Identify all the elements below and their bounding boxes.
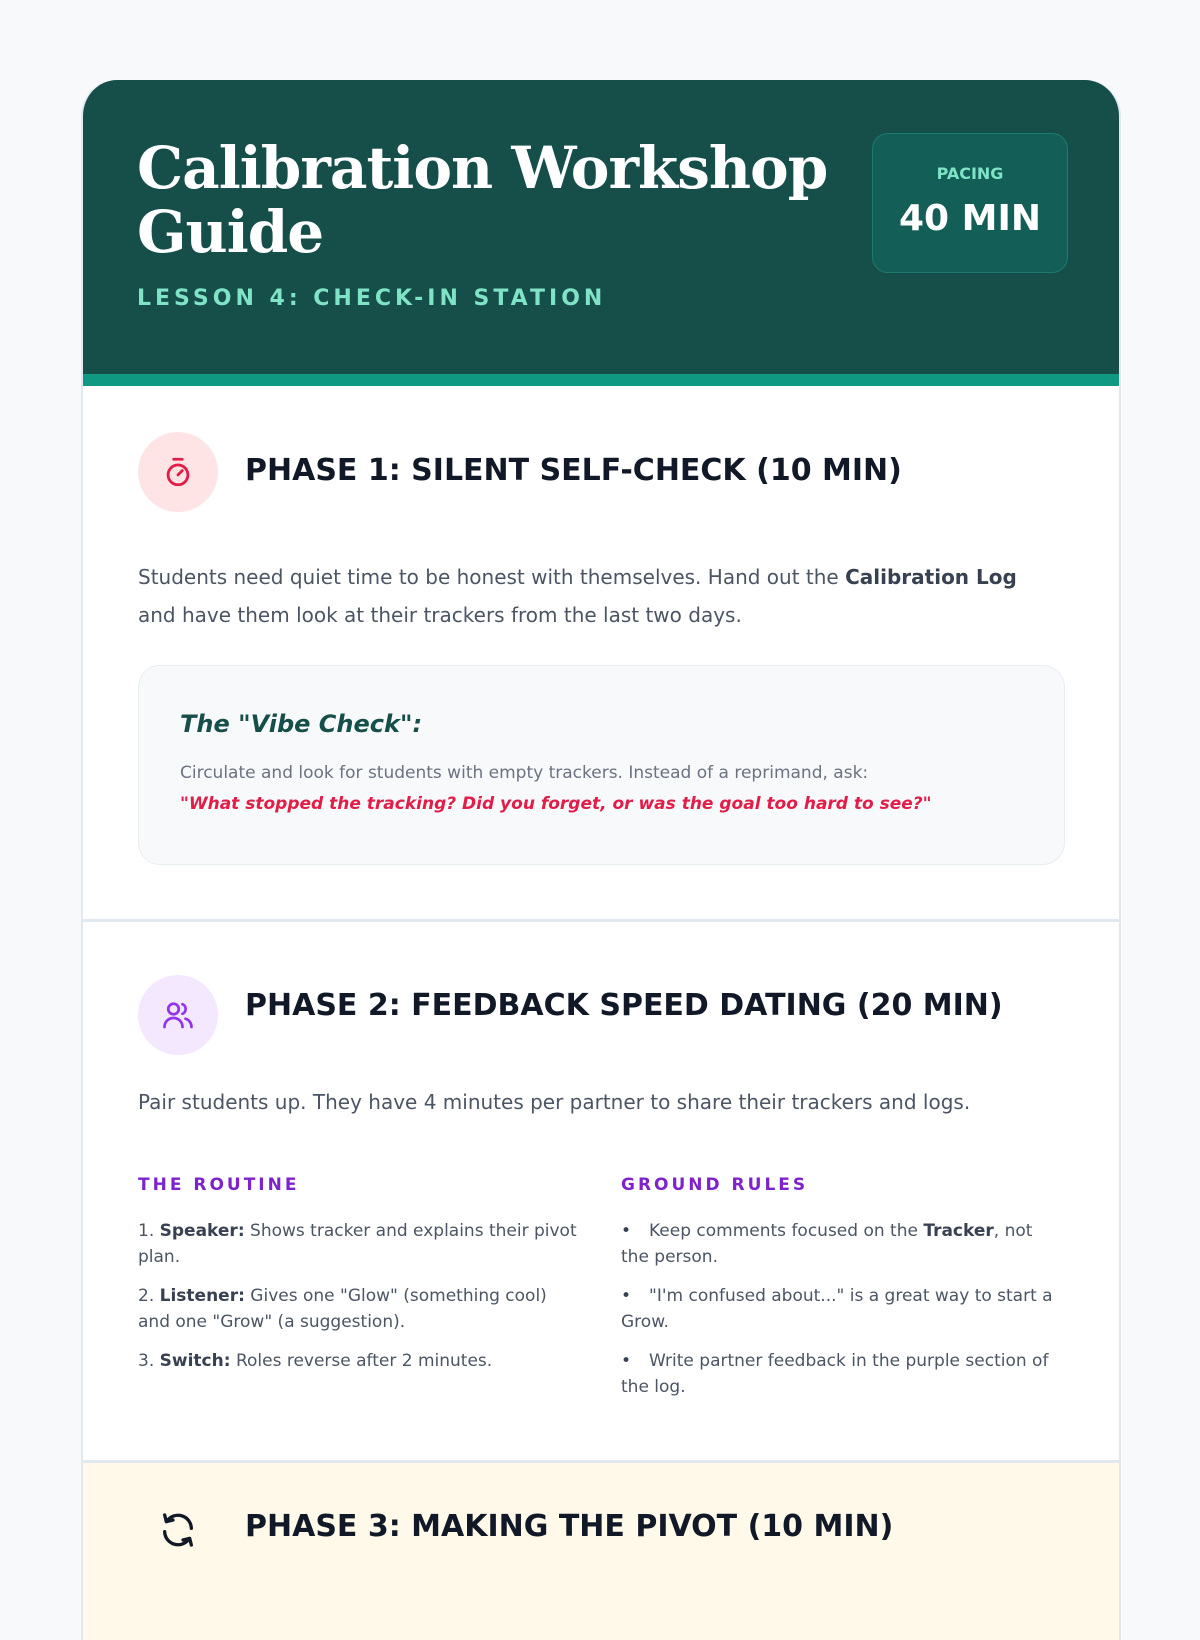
item-text: Roles reverse after 2 minutes.	[235, 1351, 493, 1371]
pacing-label: PACING	[936, 164, 1004, 183]
phase1-body-text-end: and have them look at their trackers from the last two days.	[138, 603, 742, 627]
vibe-check-callout	[138, 665, 1065, 865]
item-number: 2.	[138, 1286, 155, 1306]
bullet-icon: •	[621, 1286, 632, 1306]
item-text: Shows tracker and explains their pivot plan.	[138, 1221, 577, 1267]
phase2-title: PHASE 2: FEEDBACK SPEED DATING (20 MIN)	[245, 988, 1003, 1023]
item-text: Write partner feedback in the purple section of the log.	[621, 1351, 1049, 1397]
list-item	[138, 1283, 578, 1335]
ground-rules-list	[621, 1218, 1061, 1413]
ground-rules-heading: GROUND RULES	[621, 1175, 809, 1195]
pacing-value: 40 MIN	[899, 198, 1041, 239]
phase1-title: PHASE 1: SILENT SELF-CHECK (10 MIN)	[245, 453, 902, 488]
lesson-subtitle: LESSON 4: CHECK-IN STATION	[137, 286, 607, 311]
pacing-badge	[872, 133, 1068, 273]
phase3-section	[83, 1463, 1121, 1640]
item-label: Speaker:	[159, 1221, 245, 1241]
callout-title: The "Vibe Check":	[180, 710, 423, 738]
list-item	[138, 1348, 578, 1374]
section-divider	[83, 919, 1121, 922]
item-number: 1.	[138, 1221, 155, 1241]
stopwatch-icon	[138, 432, 218, 512]
phase3-title: PHASE 3: MAKING THE PIVOT (10 MIN)	[245, 1509, 894, 1544]
phase1-body-text: Students need quiet time to be honest with themselves. Hand out the	[138, 565, 846, 589]
item-number: 3.	[138, 1351, 155, 1371]
item-text: "I'm confused about..." is a great way to start a Grow.	[621, 1286, 1053, 1332]
callout-quote: "What stopped the tracking? Did you forget, or was the goal too hard to see?"	[180, 794, 932, 814]
bullet-icon: •	[621, 1351, 632, 1371]
routine-heading: THE ROUTINE	[138, 1175, 300, 1195]
header-accent-bar	[83, 374, 1121, 386]
item-label: Listener:	[159, 1286, 245, 1306]
item-text: Gives one "Glow" (something cool) and one "Grow" (a suggestion).	[138, 1286, 547, 1332]
list-item	[621, 1218, 1061, 1270]
item-label: Switch:	[159, 1351, 231, 1371]
list-item	[138, 1218, 578, 1270]
users-icon	[138, 975, 218, 1055]
item-text: Keep comments focused on the	[649, 1221, 924, 1241]
bullet-icon: •	[621, 1221, 632, 1241]
page-title: Calibration Workshop Guide	[137, 134, 828, 266]
item-text-end: , not the person.	[621, 1221, 1033, 1267]
refresh-icon	[138, 1490, 218, 1570]
tracker-label: Tracker	[923, 1221, 994, 1241]
phase2-body: Pair students up. They have 4 minutes per partner to share their trackers and logs.	[138, 1090, 971, 1114]
guide-card	[81, 80, 1121, 1640]
routine-list	[138, 1218, 578, 1387]
list-item	[621, 1283, 1061, 1335]
header-banner	[83, 80, 1121, 374]
list-item	[621, 1348, 1061, 1400]
phase1-body	[138, 558, 1058, 634]
calibration-log-label: Calibration Log	[845, 565, 1017, 589]
callout-text: Circulate and look for students with empty trackers. Instead of a reprimand, ask:	[180, 763, 869, 783]
